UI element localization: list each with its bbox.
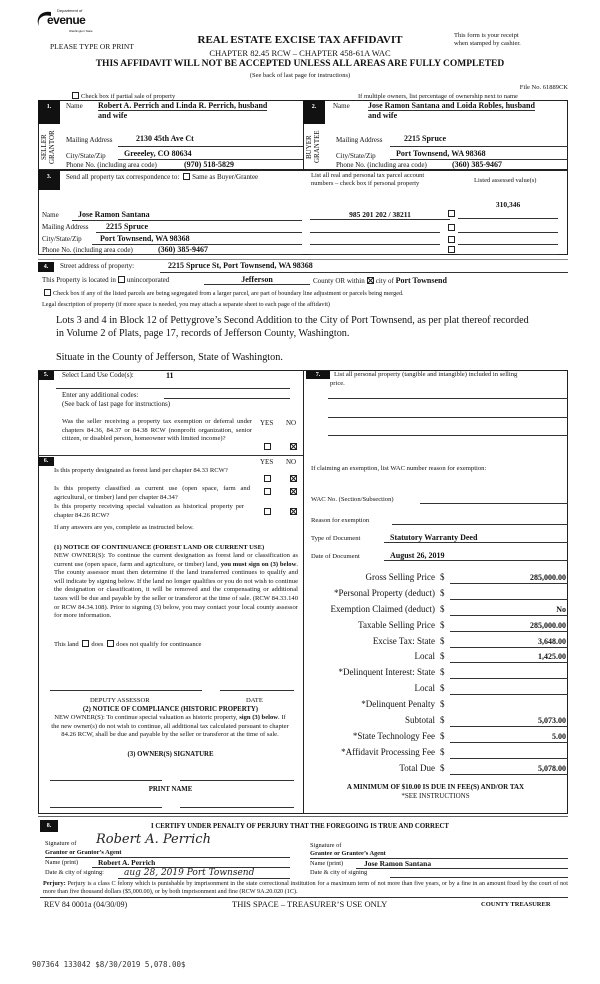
parcel-personal-checkbox-1[interactable]: [446, 210, 457, 218]
section-5-number: 5.: [38, 371, 54, 380]
seller-name[interactable]: Robert A. Perrich and Linda R. Perrich, husband: [98, 101, 268, 110]
minimum-due-note: A MINIMUM OF $10.00 IS DUE IN FEE(S) AND/OR TAX: [346, 783, 525, 791]
legal-description-line-1: Lots 3 and 4 in Block 12 of Pettygrove’s Second Addition to the City of Port Townsend, as per plat thereof recorded: [56, 315, 529, 326]
seller-mail-label: Mailing Address: [66, 136, 113, 144]
fin-row-currency: $: [440, 604, 445, 614]
grantee-date-city-label: Date & city of signing: [310, 869, 368, 876]
see-back: (See back of last page for instructions): [249, 72, 351, 79]
personal-property-label-2: price.: [330, 380, 345, 387]
owner-signature-line-2[interactable]: [180, 780, 294, 781]
partial-sale-label: Check box if partial sale of property: [81, 93, 176, 100]
doc-date-label: Date of Document: [311, 553, 360, 560]
dor-logo: [35, 8, 97, 34]
s6-yes-header: YES: [260, 458, 274, 466]
legal-description-line-2: in Volume 2 of Plats, page 17, records of Jefferson County, Washington.: [56, 328, 350, 339]
section-6-number: 6.: [38, 457, 54, 466]
parcel-label-2: numbers – check box if personal property: [311, 180, 420, 187]
chapter-line: CHAPTER 82.45 RCW – CHAPTER 458-61A WAC: [209, 48, 391, 58]
certify-statement: I CERTIFY UNDER PENALTY OF PERJURY THAT THE FOREGOING IS TRUE AND CORRECT: [151, 823, 449, 830]
fin-row-currency: $: [440, 683, 445, 693]
seller-mail[interactable]: 2130 45th Ave Ct: [136, 134, 194, 143]
fin-row-value[interactable]: 1,425.00: [450, 652, 568, 663]
grantor-date-city[interactable]: aug 28, 2019 Port Townsend: [124, 868, 255, 878]
s5-question-exemption: Was the seller receiving a property tax exemption or deferral under chapters 84.36, 84.37 or 84.38 RCW (nonprofit organization, senior citizen, or disabled person, homeowner with limited income)?: [62, 418, 252, 443]
personal-property-label: List all personal property (tangible and intangible) included in selling: [334, 371, 518, 378]
same-as-buyer-label: Same as Buyer/Grantee: [192, 173, 259, 181]
section-2-number: 2.: [303, 100, 325, 124]
grantor-name-print-label: Name (print): [45, 859, 79, 866]
s6-question-forest: Is this property designated as forest land per chapter 84.33 RCW?: [54, 467, 228, 474]
fin-row-label: *Personal Property (deduct): [334, 588, 435, 598]
grantor-name-print[interactable]: Robert A. Perrich: [98, 858, 156, 867]
owner-signature-label: (3) OWNER(S) SIGNATURE: [127, 751, 214, 758]
buyer-phone-label: Phone No. (including area code): [336, 161, 427, 169]
s3-phone[interactable]: (360) 385-9467: [158, 245, 208, 254]
fin-row-label: Gross Selling Price: [365, 572, 435, 582]
buyer-mail[interactable]: 2215 Spruce: [404, 134, 446, 143]
parcel-personal-checkbox-2[interactable]: [448, 224, 455, 231]
receipt-note-2: when stamped by cashier.: [454, 40, 521, 47]
fin-row-value[interactable]: [450, 700, 568, 711]
within-city-checkbox[interactable]: [367, 277, 374, 284]
county-city: County OR within city of Port Townsend: [313, 276, 447, 285]
warning-line: THIS AFFIDAVIT WILL NOT BE ACCEPTED UNLESS ALL AREAS ARE FULLY COMPLETED: [95, 59, 505, 69]
fin-row-currency: $: [440, 667, 445, 677]
treasurer-space-label: THIS SPACE – TREASURER’S USE ONLY: [232, 899, 388, 909]
assessor-date-label: DATE: [246, 697, 263, 704]
deputy-assessor-label: DEPUTY ASSESSOR: [90, 697, 150, 704]
fin-row-currency: $: [440, 572, 445, 582]
form-title: REAL ESTATE EXCISE TAX AFFIDAVIT: [197, 34, 403, 46]
s3-name-label: Name: [42, 211, 59, 219]
fin-row-value[interactable]: [450, 668, 568, 679]
fin-row-currency: $: [440, 620, 445, 630]
section-1-number: 1.: [38, 100, 60, 124]
send-correspondence: [66, 173, 258, 181]
personal-property-line-3[interactable]: [328, 435, 568, 436]
buyer-mail-label: Mailing Address: [336, 136, 383, 144]
seller-name-cont: and wife: [98, 111, 128, 120]
fin-row-label: Taxable Selling Price: [358, 620, 435, 630]
grantee-name-print-label: Name (print): [310, 860, 344, 867]
does-qualify-checkbox[interactable]: [82, 640, 89, 647]
s3-mail-label: Mailing Address: [42, 223, 89, 231]
buyer-name-cont: and wife: [368, 111, 398, 120]
located-in: This Property is located in unincorporated: [42, 276, 170, 284]
wac-field[interactable]: [420, 503, 568, 504]
segregated: Check box if any of the listed parcels are being segregated from a larger parcel, are part of boundary line adjustment or parcels being merged.: [42, 289, 404, 297]
fin-row-currency: $: [440, 651, 445, 661]
fin-row-label: Local: [414, 651, 435, 661]
send-label: Send all property tax correspondence to:: [66, 173, 180, 181]
fin-row-value[interactable]: 5,078.00: [450, 764, 568, 775]
s6-q1-yes-checkbox[interactable]: [264, 475, 271, 482]
land-use-code[interactable]: 11: [166, 371, 174, 380]
segregated-checkbox[interactable]: [44, 289, 51, 296]
grantor-agent-label: Grantor or Grantor’s Agent: [45, 849, 122, 856]
s3-mail[interactable]: 2215 Spruce: [106, 222, 148, 231]
grantee-name-print[interactable]: Jose Ramon Santana: [364, 859, 432, 868]
doc-type-label: Type of Document: [311, 535, 361, 542]
s3-phone-label: Phone No. (including area code): [42, 246, 133, 254]
cashier-stamp: 907364 133042 $8/30/2019 5,078.00$: [32, 960, 186, 969]
seller-name-label: Name: [66, 102, 83, 110]
s6-q2-no-checkbox[interactable]: [290, 488, 297, 495]
property-street[interactable]: 2215 Spruce St, Port Townsend, WA 98368: [168, 261, 313, 270]
fin-row-currency: $: [440, 588, 445, 598]
unincorporated-checkbox[interactable]: [118, 276, 125, 283]
fin-row-label: *Delinquent Penalty: [361, 699, 435, 709]
partial-sale[interactable]: [70, 92, 175, 100]
parcel-number[interactable]: 985 201 202 / 38211: [310, 210, 450, 220]
fin-row-value[interactable]: 285,000.00: [450, 573, 568, 584]
fin-row-currency: $: [440, 699, 445, 709]
notice-continuance-text: NEW OWNER(S): To continue the current designation as forest land or classification as current use (open space, farm and agriculture, or timber) land, you must sign on (3) below. The county assessor must then determine if the land transferred continues to qualify and will indicate by signing below. If the land no longer qualifies or you do not wish to continue the designation or classification, it will be removed and the compensating or additional taxes will be due and payable by the seller or transferor at the time of sale. (RCW 84.33.140 or RCW 84.34.108). Prior to signing (3) below, you may contact your local county assessor for more information.: [54, 552, 298, 620]
additional-codes-note: (See back of last page for instructions): [62, 400, 171, 408]
multiple-owners-note: If multiple owners, list percentage of ownership next to name: [358, 93, 518, 100]
reason-label: Reason for exemption: [311, 517, 370, 524]
print-name-line-2[interactable]: [180, 807, 294, 808]
buyer-name-label: Name: [333, 102, 350, 110]
doc-type[interactable]: Statutory Warranty Deed: [384, 533, 568, 543]
form-revision: REV 84 0001a (04/30/09): [44, 900, 128, 909]
fin-row-label: *State Technology Fee: [352, 731, 435, 741]
s6-q3-no-checkbox[interactable]: [290, 508, 297, 515]
section-3-number: 3.: [38, 170, 60, 190]
owner-signature-line-1[interactable]: [50, 780, 162, 781]
fin-row-value[interactable]: [450, 589, 568, 600]
section-7-number: 7.: [306, 371, 330, 379]
assessed-value[interactable]: 310,346: [458, 200, 558, 219]
grantor-sig-label: Signature of: [45, 840, 77, 847]
s3-city-label: City/State/Zip: [42, 235, 82, 243]
section-8-number: 8.: [40, 820, 58, 832]
see-instructions: *SEE INSTRUCTIONS: [401, 792, 470, 800]
grantor-date-city-label: Date & city of signing:: [45, 869, 104, 876]
s5-yes-header: YES: [260, 419, 274, 427]
print-name-label: PRINT NAME: [148, 786, 193, 793]
logo-dept: Department of: [57, 8, 83, 13]
s6-question-current-use: Is this property classified as current use (open space, farm and agricultural, or timber) land per chapter 84.34?: [54, 485, 250, 501]
seller-side-label: SELLER GRANTOR: [40, 130, 56, 164]
grantee-date-city-field[interactable]: [390, 877, 568, 878]
s5-q1-no-checkbox[interactable]: [290, 443, 297, 450]
property-county[interactable]: Jefferson: [204, 275, 310, 285]
personal-property-line-2[interactable]: [328, 417, 568, 418]
s6-no-header: NO: [286, 458, 297, 466]
same-as-buyer-checkbox[interactable]: [183, 173, 190, 180]
parcel-personal-checkbox-4[interactable]: [448, 246, 455, 253]
seller-phone[interactable]: (970) 518-5829: [184, 160, 234, 169]
s5-q1-yes-checkbox[interactable]: [264, 443, 271, 450]
parcel-label-1: List all real and personal tax parcel account: [311, 172, 425, 179]
fin-row-value[interactable]: 285,000.00: [450, 621, 568, 632]
continuance-qualify: This land does does not qualify for continuance: [54, 641, 202, 648]
s6-question-historical: Is this property receiving special valuation as historical property per chapter 84.26 RCW?: [54, 503, 244, 519]
additional-codes-label: Enter any additional codes:: [62, 391, 139, 399]
partial-sale-checkbox[interactable]: [72, 92, 79, 99]
buyer-city-label: City/State/Zip: [336, 152, 376, 160]
fin-row-currency: $: [440, 636, 445, 646]
reason-field[interactable]: [392, 524, 568, 525]
legal-description-label: Legal description of property (if more space is needed, you may attach a separate sheet to each page of the affidavit): [42, 301, 330, 308]
buyer-side-label: BUYER GRANTEE: [305, 130, 321, 164]
buyer-phone[interactable]: (360) 385-9467: [452, 160, 502, 169]
buyer-name[interactable]: Jose Ramon Santana and Loida Robles, husband: [368, 101, 535, 110]
wac-label: WAC No. (Section/Subsection): [311, 496, 394, 503]
fin-row-value[interactable]: 5,073.00: [450, 716, 568, 727]
street-label: Street address of property:: [60, 262, 135, 270]
perjury-notice: Perjury: Perjury is a class C felony which is punishable by imprisonment in the state correctional institution for a maximum term of not more than five years, or by a fine in an amount fixed by the court of not more than five thousand dollars ($5,000.00), or by both imprisonment and fine (RCW 9A.20.020 (1C).: [43, 880, 568, 895]
notice-compliance-text: NEW OWNER(S): To continue special valuation as historic property, sign (3) below. If the new owner(s) do not wish to continue, all additional tax calculated pursuant to chapter 84.26 RCW, shall be due and payable by the seller or transferor at the time of sale.: [51, 714, 289, 739]
fin-row-value[interactable]: [450, 748, 568, 759]
grantee-sig-label: Signature of: [310, 842, 342, 849]
section-4-number: 4.: [38, 262, 54, 272]
please-type: PLEASE TYPE OR PRINT: [50, 42, 134, 51]
notice-continuance-title: (1) NOTICE OF CONTINUANCE (FOREST LAND OR CURRENT USE): [54, 544, 265, 551]
s6-q2-yes-checkbox[interactable]: [264, 488, 271, 495]
fin-row-label: *Affidavit Processing Fee: [341, 747, 435, 757]
fin-row-label: Exemption Claimed (deduct): [330, 604, 435, 614]
seller-phone-label: Phone No. (including area code): [66, 161, 157, 169]
fin-row-value[interactable]: No: [450, 605, 568, 616]
personal-property-line-1[interactable]: [328, 398, 568, 399]
grantor-signature[interactable]: Robert A. Perrich: [96, 832, 211, 847]
fin-row-currency: $: [440, 763, 445, 773]
s5-no-header: NO: [286, 419, 297, 427]
fin-row-value[interactable]: 5.00: [450, 732, 568, 743]
seller-city[interactable]: Greeeley, CO 80634: [124, 149, 192, 158]
s3-name[interactable]: Jose Ramon Santana: [78, 210, 150, 219]
s6-if-yes: If any answers are yes, complete as instructed below.: [54, 524, 194, 531]
county-treasurer-label: COUNTY TREASURER: [481, 901, 551, 908]
fin-row-label: Total Due: [399, 763, 435, 773]
doc-date[interactable]: August 26, 2019: [384, 551, 568, 561]
logo-word: evenue: [47, 13, 86, 27]
does-not-qualify-checkbox[interactable]: [107, 640, 114, 647]
fin-row-value[interactable]: 3,648.00: [450, 637, 568, 648]
fin-row-currency: $: [440, 715, 445, 725]
assessed-label: Listed assessed value(s): [474, 177, 537, 184]
legal-description-line-3: Situate in the County of Jefferson, State of Washington.: [56, 352, 283, 363]
file-number: File No. 61889CK: [519, 84, 568, 91]
receipt-note-1: This form is your receipt: [454, 32, 519, 39]
notice-compliance-title: (2) NOTICE OF COMPLIANCE (HISTORIC PROPERTY): [82, 706, 259, 713]
land-use-label: Select Land Use Code(s):: [62, 371, 134, 379]
fin-row-currency: $: [440, 731, 445, 741]
exemption-label: If claiming an exemption, list WAC number reason for exemption:: [311, 465, 487, 472]
fin-row-label: *Delinquent Interest: State: [338, 667, 435, 677]
grantee-agent-label: Grantee or Grantee’s Agent: [310, 850, 386, 857]
parcel-personal-checkbox-3[interactable]: [448, 236, 455, 243]
buyer-city[interactable]: Port Townsend, WA 98368: [396, 149, 486, 158]
s6-q1-no-checkbox[interactable]: [290, 475, 297, 482]
s3-city[interactable]: Port Townsend, WA 98368: [100, 234, 190, 243]
fin-row-currency: $: [440, 747, 445, 757]
fin-row-label: Subtotal: [404, 715, 435, 725]
fin-row-label: Local: [414, 683, 435, 693]
seller-city-label: City/State/Zip: [66, 152, 106, 160]
s6-q3-yes-checkbox[interactable]: [264, 508, 271, 515]
logo-state: Washington State: [69, 29, 93, 33]
fin-row-value[interactable]: [450, 684, 568, 695]
fin-row-label: Excise Tax: State: [372, 636, 435, 646]
print-name-line-1[interactable]: [50, 807, 162, 808]
